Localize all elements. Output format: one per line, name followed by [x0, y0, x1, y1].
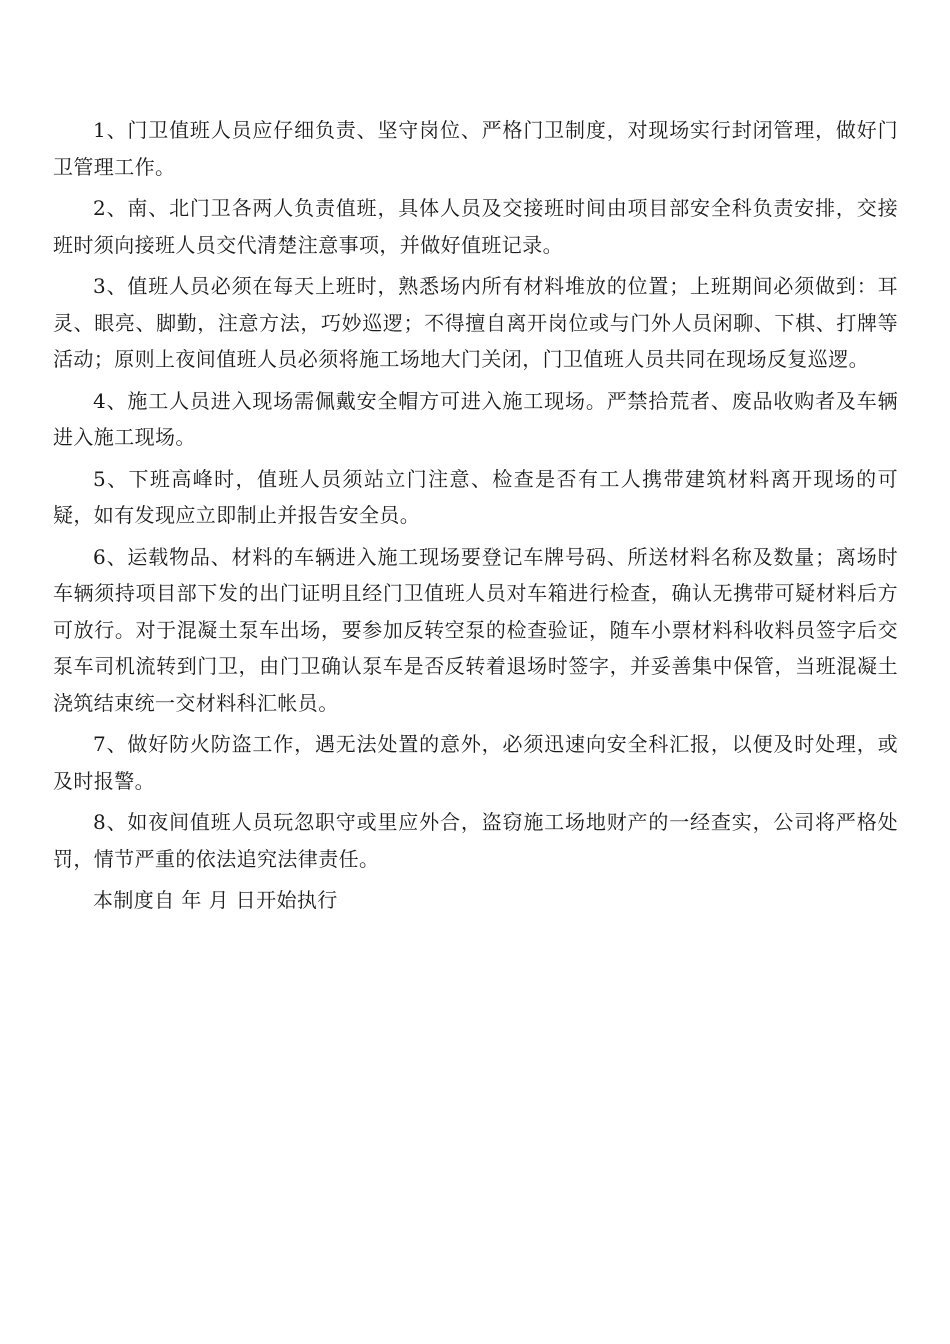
rule-paragraph-7: 7、做好防火防盗工作，遇无法处置的意外，必须迅速向安全科汇报，以便及时处理，或及时报警。: [53, 732, 898, 793]
rule-paragraph-4: 4、施工人员进入现场需佩戴安全帽方可进入施工现场。严禁拾荒者、废品收购者及车辆进入施工现场。: [53, 388, 898, 449]
effective-date-line: 本制度自 年 月 日开始执行: [93, 888, 338, 912]
rule-paragraph-3: 3、值班人员必须在每天上班时，熟悉场内所有材料堆放的位置；上班期间必须做到：耳灵、眼亮、脚勤，注意方法，巧妙巡逻；不得擅自离开岗位或与门外人员闲聊、下棋、打牌等活动；原则上夜间值班人员必须将施工场地大门关闭，门卫值班人员共同在现场反复巡逻。: [53, 274, 898, 371]
rule-paragraph-2: 2、南、北门卫各两人负责值班，具体人员及交接班时间由项目部安全科负责安排，交接班时须向接班人员交代清楚注意事项，并做好值班记录。: [53, 196, 898, 257]
rule-paragraph-6: 6、运载物品、材料的车辆进入施工现场要登记车牌号码、所送材料名称及数量；离场时车辆须持项目部下发的出门证明且经门卫值班人员对车箱进行检查，确认无携带可疑材料后方可放行。对于混凝土泵车出场，要参加反转空泵的检查验证，随车小票材料科收料员签字后交泵车司机流转到门卫，由门卫确认泵车是否反转着退场时签字，并妥善集中保管，当班混凝土浇筑结束统一交材料科汇帐员。: [53, 544, 898, 715]
rule-paragraph-8: 8、如夜间值班人员玩忽职守或里应外合，盗窃施工场地财产的一经查实，公司将严格处罚，情节严重的依法追究法律责任。: [53, 810, 898, 871]
rule-paragraph-1: 1、门卫值班人员应仔细负责、坚守岗位、严格门卫制度，对现场实行封闭管理，做好门卫管理工作。: [53, 118, 898, 179]
rule-paragraph-5: 5、下班高峰时，值班人员须站立门注意、检查是否有工人携带建筑材料离开现场的可疑，如有发现应立即制止并报告安全员。: [53, 466, 898, 527]
